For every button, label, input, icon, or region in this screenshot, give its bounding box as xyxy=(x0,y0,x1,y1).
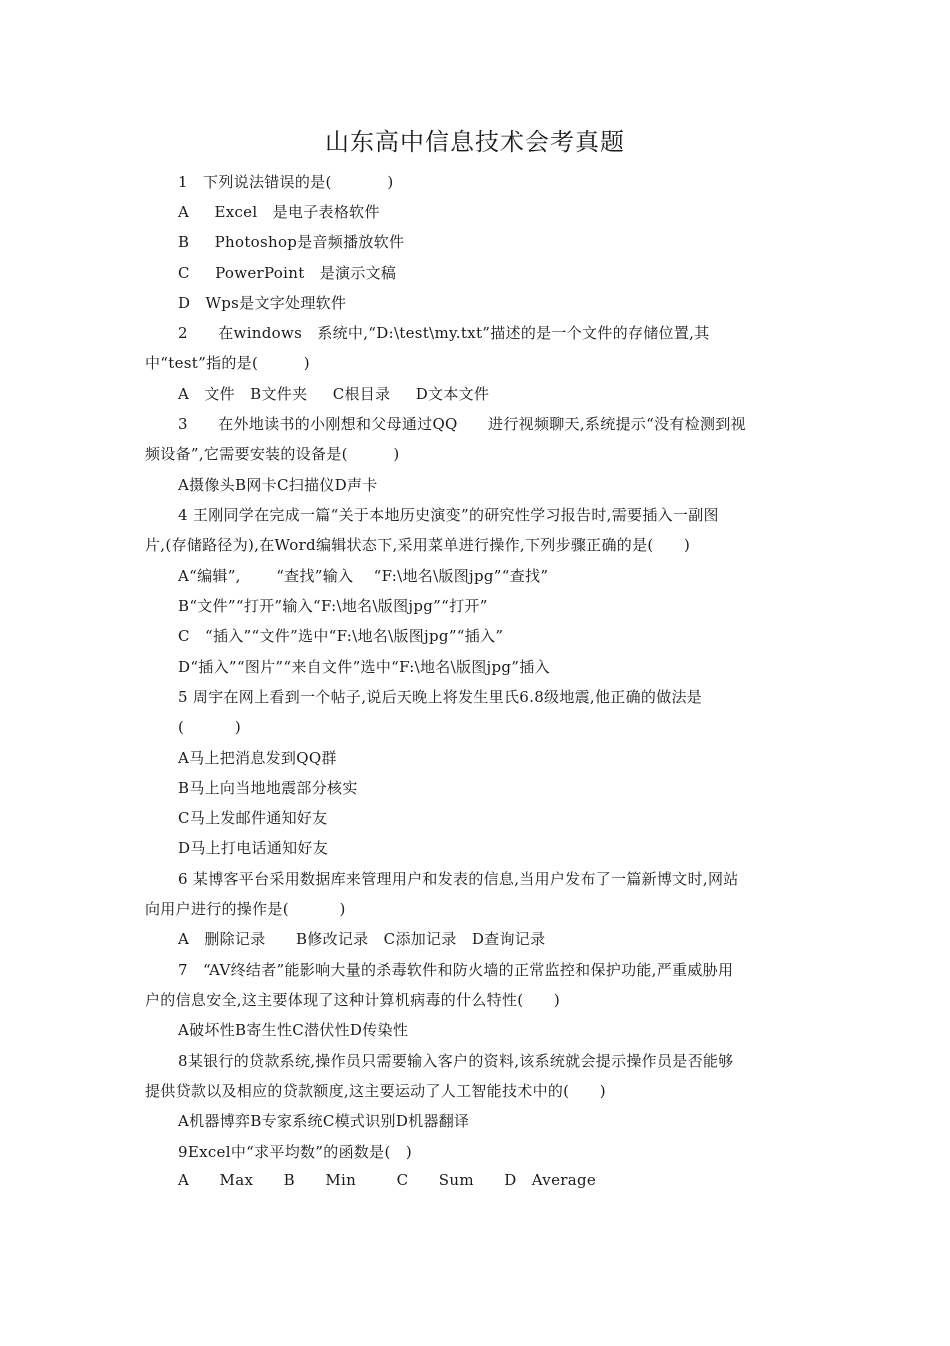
q7-stem-cont: 户的信息安全,这主要体现了这种计算机病毒的什么特性( ) xyxy=(145,991,560,1009)
q1-option-d: D Wps是文字处理软件 xyxy=(178,294,347,312)
q5-option-c: C马上发邮件通知好友 xyxy=(178,809,328,827)
q6-options: A 删除记录 B修改记录 C添加记录 D查询记录 xyxy=(178,930,546,948)
q4-option-c: C “插入”“文件”选中“F:\地名\版图jpg”“插入” xyxy=(178,627,504,645)
q6-stem: 6 某博客平台采用数据库来管理用户和发表的信息,当用户发布了一篇新博文时,网站 xyxy=(178,870,739,888)
q8-options: A机器博弈B专家系统C模式识别D机器翻译 xyxy=(178,1112,470,1130)
q1-stem: 1 下列说法错误的是( ) xyxy=(178,173,394,191)
q5-option-d: D马上打电话通知好友 xyxy=(178,839,329,857)
q1-option-a: A Excel 是电子表格软件 xyxy=(178,203,380,221)
q4-option-b: B“文件”“打开”输入“F:\地名\版图jpg”“打开” xyxy=(178,597,488,615)
q7-options: A破坏性B寄生性C潜伏性D传染性 xyxy=(178,1021,409,1039)
q6-stem-cont: 向用户进行的操作是( ) xyxy=(145,900,346,918)
q4-option-d: D“插入”“图片”“来自文件”选中“F:\地名\版图jpg”插入 xyxy=(178,658,550,676)
q1-option-c: C PowerPoint 是演示文稿 xyxy=(178,264,397,282)
q2-options: A 文件 B文件夹 C根目录 D文本文件 xyxy=(178,385,490,403)
q8-stem: 8某银行的贷款系统,操作员只需要输入客户的资料,该系统就会提示操作员是否能够 xyxy=(178,1052,734,1070)
q5-stem: 5 周宇在网上看到一个帖子,说后天晚上将发生里氏6.8级地震,他正确的做法是 xyxy=(178,688,703,706)
q1-option-b: B Photoshop是音频播放软件 xyxy=(178,233,405,251)
q5-option-b: B马上向当地地震部分核实 xyxy=(178,779,358,797)
q9-options: A Max B Min C Sum D Average xyxy=(178,1171,597,1189)
q7-stem: 7 “AV终结者”能影响大量的杀毒软件和防火墙的正常监控和保护功能,严重威胁用 xyxy=(178,961,734,979)
q8-stem-cont: 提供贷款以及相应的贷款额度,这主要运动了人工智能技术中的( ) xyxy=(145,1082,606,1100)
q5-blank: ( ) xyxy=(178,718,241,736)
q4-option-a: A“编辑”, “查找”输入 “F:\地名\版图jpg”“查找” xyxy=(178,567,549,585)
q3-options: A摄像头B网卡C扫描仪D声卡 xyxy=(178,476,378,494)
q5-option-a: A马上把消息发到QQ群 xyxy=(178,749,337,767)
q9-stem: 9Excel中“求平均数”的函数是( ) xyxy=(178,1143,412,1161)
q4-stem: 4 王刚同学在完成一篇“关于本地历史演变”的研究性学习报告时,需要插入一副图 xyxy=(178,506,719,524)
q3-stem: 3 在外地读书的小刚想和父母通过QQ 进行视频聊天,系统提示“没有检测到视 xyxy=(178,415,746,433)
q4-stem-cont: 片,(存储路径为),在Word编辑状态下,采用菜单进行操作,下列步骤正确的是( ) xyxy=(145,536,691,554)
q2-stem-cont: 中“test”指的是( ) xyxy=(145,354,310,372)
q3-stem-cont: 频设备”,它需要安装的设备是( ) xyxy=(145,445,400,463)
q2-stem: 2 在windows 系统中,“D:\test\my.txt”描述的是一个文件的存储位置,其 xyxy=(178,324,710,342)
document-title: 山东高中信息技术会考真题 xyxy=(325,128,625,156)
